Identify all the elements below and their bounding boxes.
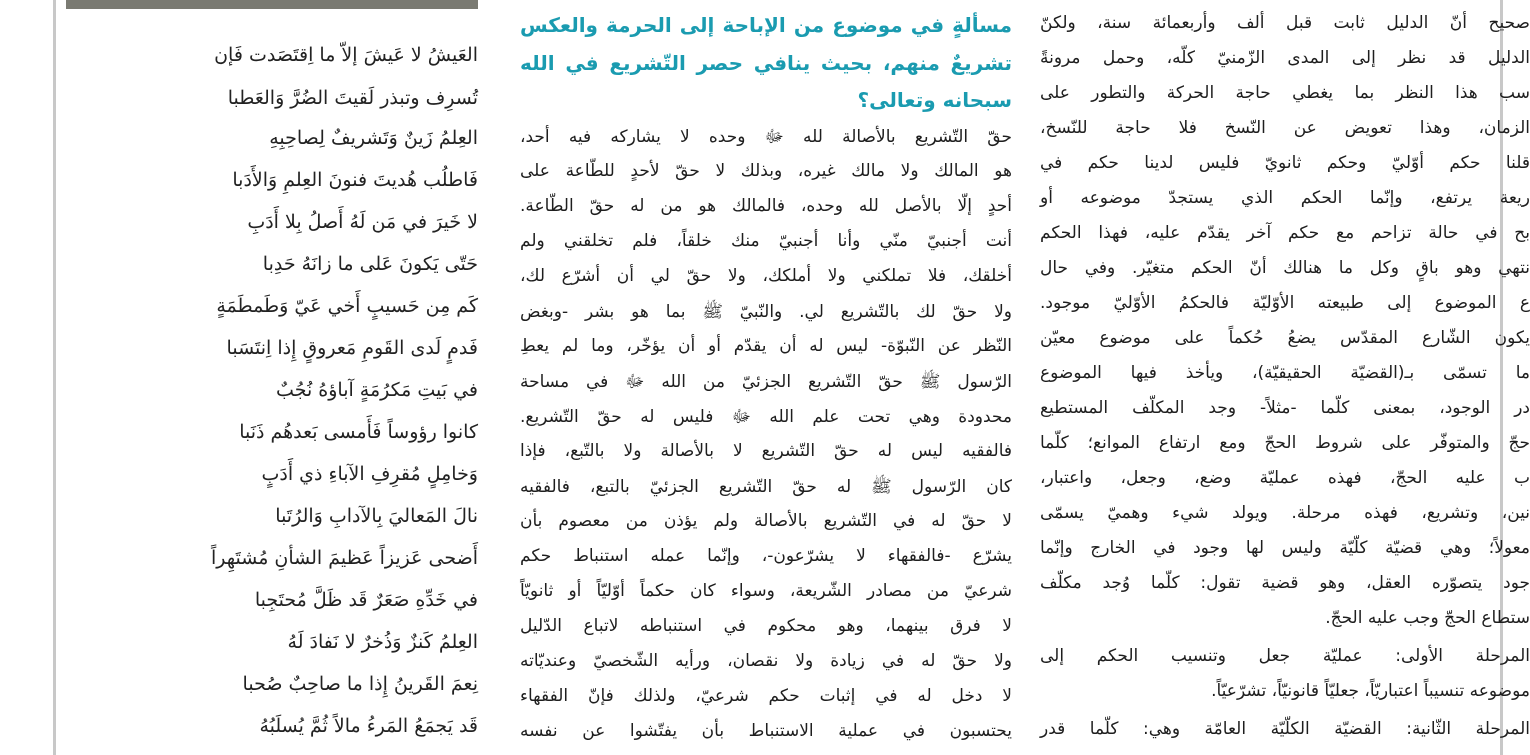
right-column bbox=[1040, 0, 1530, 755]
right-line: المرحلة الثّانية: القضيّة الكلّيّة العامّة وهي: كلّما قدر bbox=[1040, 719, 1530, 739]
right-line: جود يتصوّره العقل، وهو قضية تقول: كلّما وُجد مكلّف bbox=[1040, 573, 1530, 593]
answer-line: أنت أجنبيّ منّي وأنا أجنبيّ منك خلقاً، فلم تخلقني ولم bbox=[520, 231, 1012, 251]
poem-line: حَتّى يَكونَ عَلى ما زانَهُ حَدِبا bbox=[262, 253, 478, 275]
right-line: ستطاع الحجّ وجب عليه الحجّ. bbox=[1325, 608, 1530, 628]
right-line: الدليل قد نظر إلى المدى الزّمنيّ كلّه، وحمل مرونةً bbox=[1040, 48, 1530, 68]
right-line: حجّ والمتوفّر على شروط الحجّ ومع ارتفاع الموانع؛ كلّما bbox=[1040, 433, 1530, 453]
answer-line: يشرّع -فالفقهاء لا يشرّعون-، وإنّما عمله استنباط حكم bbox=[520, 546, 1012, 566]
poem-line: لا خَيرَ في مَن لَهُ أَصلُ بِلا أَدَبِ bbox=[247, 211, 478, 233]
right-line: بح في حالة تزاحم مع حكم آخر يقدّم عليه، فهذا الحكم bbox=[1040, 223, 1530, 243]
poem-line: أَضحى عَزيزاً عَظيمَ الشأنِ مُشتَهِراً bbox=[211, 547, 478, 569]
right-line: معولاً؛ وهي قضيّة كلّيّة وليس لها وجود في الخارج وإنّما bbox=[1040, 538, 1530, 558]
answer-line: يحتسبون في عملية الاستنباط بأن يفتّشوا عن نفسه bbox=[520, 721, 1012, 741]
right-line: ريعة يرتفع، وإنّما الحكم الذي يستجدّ موضوعه أو bbox=[1040, 188, 1530, 208]
right-line: در الوجود، بمعنى كلّما -مثلاً- وجد المكلّف المستطيع bbox=[1040, 398, 1530, 418]
answer-line: أحدٍ إلّا بالأصل لله وحده، فالمالك هو من له حقّ الطّاعة. bbox=[520, 196, 1012, 216]
right-line: الزمان، وهذا تعويض عن النّسخ فلا حاجة للنّسخ، bbox=[1040, 118, 1530, 138]
right-line: نتهي وهو باقٍ وكل ما هنالك أنّ الحكم متغيّر. وفي حال bbox=[1040, 258, 1530, 278]
right-line: يكون الشّارع المقدّس يضعُ حُكماً على موضوع معيّن bbox=[1040, 328, 1530, 348]
answer-line: محدودة وهي تحت علم الله ﷻ فليس له حقّ التّشريع. bbox=[520, 407, 1012, 427]
right-line: صحيح أنّ الدليل ثابت قبل ألف وأربعمائة سنة، ولكنّ bbox=[1040, 13, 1530, 33]
poem-line: كَم مِن حَسيبٍ أَخي عَيّ وَطَمطَمَةٍ bbox=[216, 295, 478, 317]
poem-line: فَدمٍ لَدى القَومِ مَعروقٍ إِذا اِنتَسَبا bbox=[226, 337, 478, 359]
poem-line: في خَدِّهِ صَعَرٌ قَد ظَلَّ مُحتَجِبا bbox=[254, 589, 478, 611]
left-gutter bbox=[0, 0, 50, 755]
right-line: قلنا حكم أوّليّ وحكم ثانويّ فليس لدينا حكم في bbox=[1040, 153, 1530, 173]
poem-line: نالَ المَعاليَ بِالآدابِ وَالرُتَبا bbox=[275, 505, 478, 527]
right-line: موضوعه تنسيباً اعتباريّاً، جعليّاً قانونيّاً، تشرّعيّاً. bbox=[1211, 681, 1530, 701]
answer-line: هو المالك ولا مالك غيره، وبذلك لا حقّ لأحدٍ للطّاعة على bbox=[520, 161, 1012, 181]
answer-line: لا حقّ له في التّشريع بالأصالة ولم يؤذن من معصوم بأن bbox=[520, 511, 1012, 531]
answer-line: أخلقك، فلا تملكني ولا أملكك، ولا حقّ لي أن أشرّع لك، bbox=[520, 266, 1012, 286]
question-heading-line: تشريعٌ منهم، بحيث ينافي حصر التّشريع في الله bbox=[520, 51, 1012, 75]
poem-line: قَد يَجمَعُ المَرءُ مالاً ثُمَّ يُسلَبُهُ bbox=[259, 715, 478, 737]
poem-line: العَيشُ لا عَيشَ إلاّ ما اِقتَصَدت فَإن bbox=[214, 44, 478, 66]
answer-line: لا فرق بينهما، وهو محكوم في استنباطه لاتباع الدّليل bbox=[520, 616, 1012, 636]
right-line: سب هذا النظر بما يغطي حاجة الحركة والتطور على bbox=[1040, 83, 1530, 103]
poem-line: العِلمُ زَينٌ وَتَشريفٌ لِصاحِبِهِ bbox=[269, 127, 478, 149]
right-line: ما تسمّى بـ(القضيّة الحقيقيّة)، ويأخذ فيها الموضوع bbox=[1040, 363, 1530, 383]
answer-line: ولا حقّ لك بالتّشريع لي. والنّبيّ ﷺ بما هو بشر -وبغض bbox=[520, 302, 1012, 322]
right-line: ب عليه الحجّ، فهذه عمليّة وضع، وجعل، واعتبار، bbox=[1040, 468, 1530, 488]
answer-line: حقّ التّشريع بالأصالة لله ﷻ وحده لا يشاركه فيه أحد، bbox=[520, 127, 1012, 147]
poem-line: في بَيتِ مَكرُمَةٍ آباؤهُ نُجُبٌ bbox=[276, 379, 478, 401]
answer-line: كان الرّسول ﷺ له حقّ التّشريع الجزئيّ بالتبع، فالفقيه bbox=[520, 477, 1012, 497]
poem-line: كانوا رؤوساً فَأَمسى بَعدهُم ذَنَبا bbox=[239, 421, 478, 443]
answer-line: شرعيّ من مصادر الشّريعة، وسواء كان حكماً أوّليّاً أو ثانويّاً bbox=[520, 581, 1012, 601]
poem-line: وَخامِلٍ مُقرِفِ الآباءِ ذي أَدَبٍ bbox=[261, 463, 478, 485]
question-heading-line: مسألةٍ في موضوع من الإباحة إلى الحرمة والعكس bbox=[520, 13, 1012, 37]
right-line: ع الموضوع إلى طبيعته الأوّليّة فالحكمُ الأوّليّ موجود. bbox=[1040, 293, 1530, 313]
poem-line: العِلمُ كَنزٌ وَذُخرٌ لا نَفادَ لَهُ bbox=[287, 631, 478, 653]
poem-line: نِعمَ القَرينُ إِذا ما صاحِبٌ صُحبا bbox=[242, 673, 478, 695]
poem-line: تُسرِف وتبذر لَقيتَ الضُرَّ وَالعَطبا bbox=[227, 87, 478, 109]
question-heading-line: سبحانه وتعالى؟ bbox=[857, 88, 1012, 112]
poem-line: فَاطلُب هُديتَ فنونَ العِلمِ وَالأَدَبا bbox=[232, 169, 478, 191]
answer-line: ولا حقّ له في زيادة ولا نقصان، ورأيه الشّخصيّ وعنديّاته bbox=[520, 651, 1012, 671]
answer-column bbox=[520, 0, 1012, 755]
right-line: نين، وتشريع، فهذه مرحلة. ويولد شيء وهميّ يسمّى bbox=[1040, 503, 1530, 523]
answer-line: الرّسول ﷺ حقّ التّشريع الجزئيّ من الله ﷻ في مساحة bbox=[520, 372, 1012, 392]
right-line: المرحلة الأولى: عمليّة جعل وتنسيب الحكم إلى bbox=[1040, 646, 1530, 666]
answer-line: النّظر عن النّبوّة- ليس له أن يقدّم أو أن يؤخّر، وما لم يعطِ bbox=[520, 336, 1012, 356]
answer-line: فالفقيه ليس له حقّ التّشريع لا بالأصالة ولا بالتّبع، فإذا bbox=[520, 441, 1012, 461]
poem-column bbox=[56, 0, 484, 755]
answer-line: لا دخل له في إثبات حكم شرعيّ، ولذلك فإنّ الفقهاء bbox=[520, 686, 1012, 706]
